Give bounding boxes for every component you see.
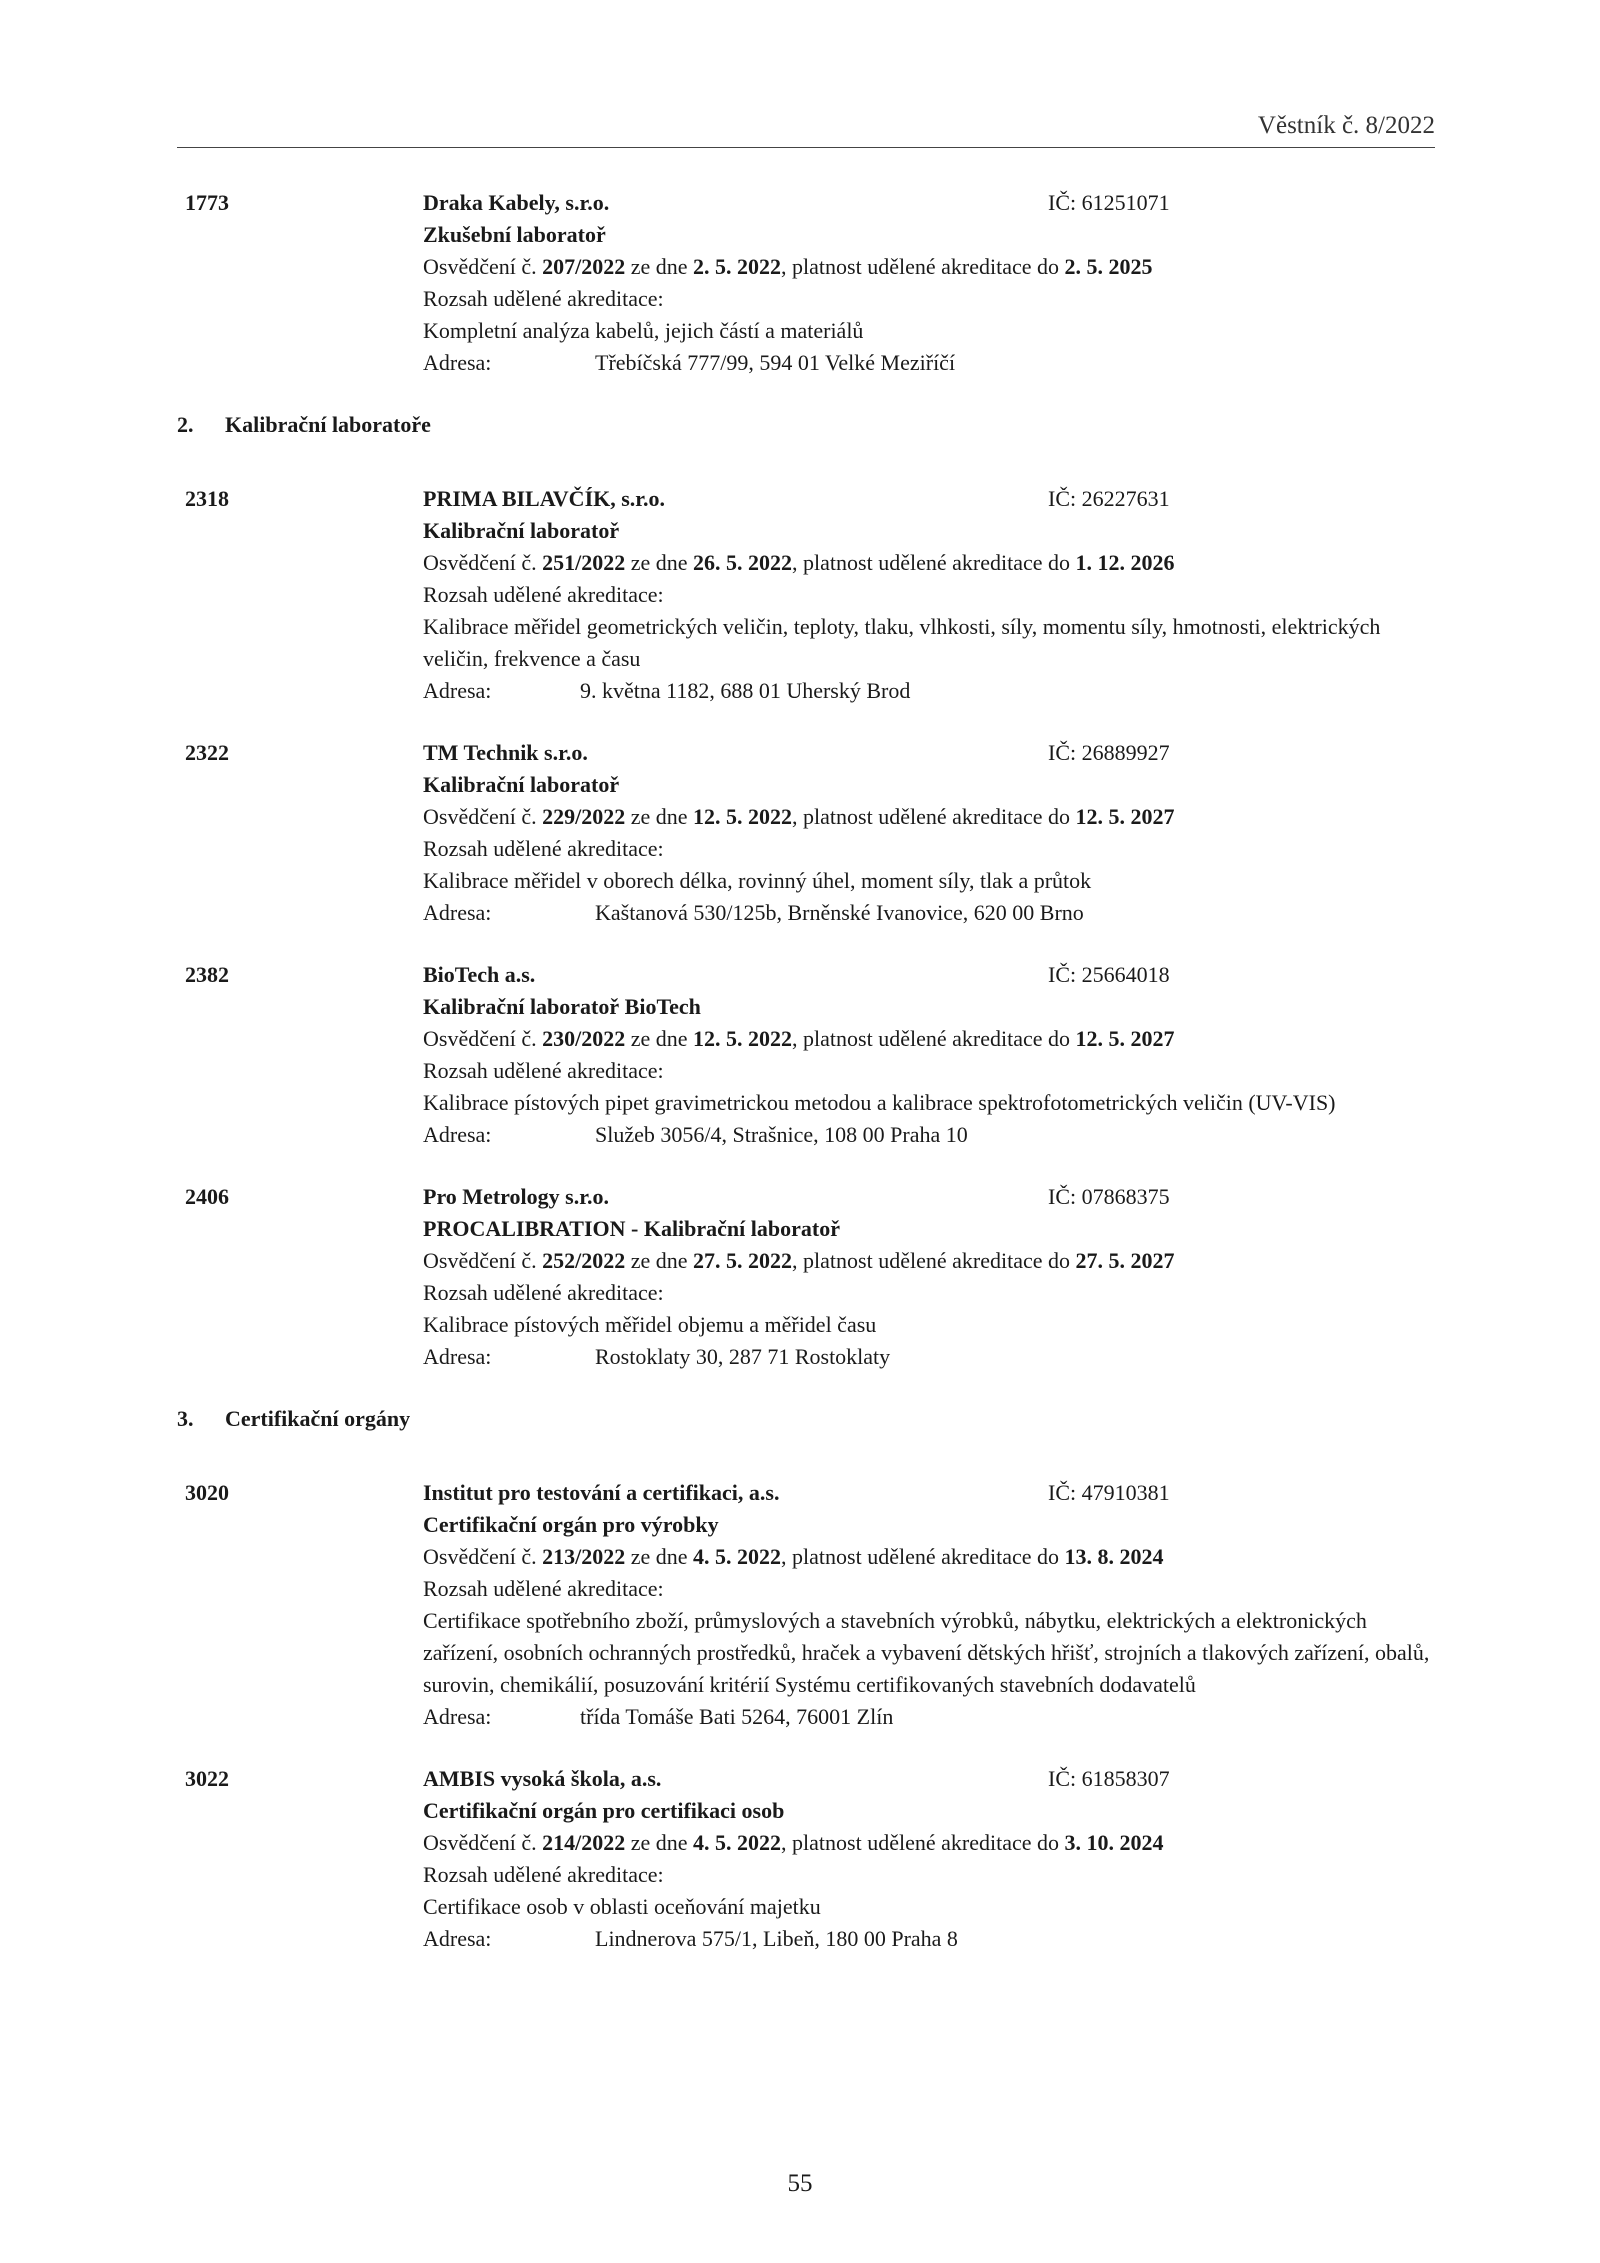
scope-text: Kalibrace pístových měřidel objemu a měřidel času [423,1312,877,1337]
entry [177,483,1435,707]
section-number: 2. [177,412,194,437]
entry-header-row [423,187,1435,219]
certificate-line: Osvědčení č. 252/2022 ze dne 27. 5. 2022, platnost udělené akreditace do 27. 5. 2027 [423,1248,1175,1273]
certificate-line: Osvědčení č. 251/2022 ze dne 26. 5. 2022, platnost udělené akreditace do 1. 12. 2026 [423,550,1175,575]
entry-number: 2322 [185,740,229,765]
section-heading [177,1403,1435,1435]
entry-header-row [423,1181,1435,1213]
entry-body [423,187,1435,379]
entry-number: 3022 [185,1766,229,1791]
lab-type: Kalibrační laboratoř BioTech [423,994,701,1019]
company-ic: IČ: 26227631 [1048,486,1170,511]
entry-number: 3020 [185,1480,229,1505]
certificate-date: 26. 5. 2022 [693,550,793,575]
entry [177,1477,1435,1733]
certificate-number: 214/2022 [542,1830,626,1855]
entry-header-row [423,483,1435,515]
address-label: Adresa: [423,350,492,375]
scope-label: Rozsah udělené akreditace: [423,582,664,607]
entry-body [423,1181,1435,1373]
scope-label: Rozsah udělené akreditace: [423,1862,664,1887]
scope-text: Certifikace spotřebního zboží, průmyslových a stavebních výrobků, nábytku, elektrických a elektronických zařízení, osobních ochranných prostředků, hraček a vybavení dětských hřišť, strojních a tlakových zařízení, obalů, surovin, chemikálií, posuzování kritérií Systému certifikovaných stavebních dodavatelů [423,1608,1430,1697]
certificate-number: 207/2022 [542,254,626,279]
address-value: Třebíčská 777/99, 594 01 Velké Meziříčí [595,350,956,375]
certificate-number: 251/2022 [542,550,626,575]
entry-header-row [423,959,1435,991]
address-label: Adresa: [423,900,492,925]
lab-type: Certifikační orgán pro certifikaci osob [423,1798,785,1823]
entry-body [423,959,1435,1151]
scope-text: Kalibrace měřidel v oborech délka, rovinný úhel, moment síly, tlak a průtok [423,868,1092,893]
address-row [423,1701,1435,1733]
certificate-line: Osvědčení č. 214/2022 ze dne 4. 5. 2022, platnost udělené akreditace do 3. 10. 2024 [423,1830,1164,1855]
certificate-number: 252/2022 [542,1248,626,1273]
company-name: PRIMA BILAVČÍK, s.r.o. [423,486,666,511]
scope-text: Certifikace osob v oblasti oceňování majetku [423,1894,821,1919]
address-value: Rostoklaty 30, 287 71 Rostoklaty [595,1344,891,1369]
entry-body [423,737,1435,929]
entry-body [423,1477,1435,1733]
address-label: Adresa: [423,1122,492,1147]
certificate-line: Osvědčení č. 213/2022 ze dne 4. 5. 2022, platnost udělené akreditace do 13. 8. 2024 [423,1544,1164,1569]
address-label: Adresa: [423,678,492,703]
section-number: 3. [177,1406,194,1431]
entry-number: 2382 [185,962,229,987]
certificate-valid-until: 27. 5. 2027 [1075,1248,1175,1273]
address-value: Služeb 3056/4, Strašnice, 108 00 Praha 10 [595,1122,968,1147]
address-value: Kaštanová 530/125b, Brněnské Ivanovice, 620 00 Brno [595,900,1084,925]
section-title: Kalibrační laboratoře [225,412,431,437]
company-name: Institut pro testování a certifikaci, a.s. [423,1480,780,1505]
certificate-date: 12. 5. 2022 [693,1026,793,1051]
certificate-date: 12. 5. 2022 [693,804,793,829]
certificate-number: 229/2022 [542,804,626,829]
section-title: Certifikační orgány [225,1406,411,1431]
page-number: 55 [787,2170,813,2197]
certificate-line: Osvědčení č. 230/2022 ze dne 12. 5. 2022, platnost udělené akreditace do 12. 5. 2027 [423,1026,1175,1051]
certificate-valid-until: 13. 8. 2024 [1064,1544,1164,1569]
scope-label: Rozsah udělené akreditace: [423,286,664,311]
certificate-date: 27. 5. 2022 [693,1248,793,1273]
lab-type: Certifikační orgán pro výrobky [423,1512,719,1537]
address-label: Adresa: [423,1344,492,1369]
company-ic: IČ: 47910381 [1048,1480,1170,1505]
scope-label: Rozsah udělené akreditace: [423,1576,664,1601]
lab-type: Kalibrační laboratoř [423,772,620,797]
entry-body [423,483,1435,707]
certificate-valid-until: 2. 5. 2025 [1064,254,1153,279]
document-body [177,187,1435,1985]
header-title: Věstník č. 8/2022 [1257,112,1435,139]
lab-type: Zkušební laboratoř [423,222,606,247]
entry-body [423,1763,1435,1955]
certificate-valid-until: 1. 12. 2026 [1075,550,1175,575]
company-ic: IČ: 25664018 [1048,962,1170,987]
scope-label: Rozsah udělené akreditace: [423,836,664,861]
certificate-number: 213/2022 [542,1544,626,1569]
company-name: AMBIS vysoká škola, a.s. [423,1766,662,1791]
entry [177,187,1435,379]
lab-type: PROCALIBRATION - Kalibrační laboratoř [423,1216,840,1241]
certificate-number: 230/2022 [542,1026,626,1051]
entry [177,959,1435,1151]
address-value: Lindnerova 575/1, Libeň, 180 00 Praha 8 [595,1926,958,1951]
company-name: Draka Kabely, s.r.o. [423,190,610,215]
entry-header-row [423,1477,1435,1509]
address-value: třída Tomáše Bati 5264, 76001 Zlín [580,1704,894,1729]
certificate-valid-until: 12. 5. 2027 [1075,804,1175,829]
address-row [423,897,1435,929]
header-rule [177,147,1435,148]
scope-label: Rozsah udělené akreditace: [423,1280,664,1305]
company-ic: IČ: 61858307 [1048,1766,1170,1791]
address-row [423,1119,1435,1151]
company-name: Pro Metrology s.r.o. [423,1184,609,1209]
scope-text: Kalibrace měřidel geometrických veličin, teploty, tlaku, vlhkosti, síly, momentu síly, hmotnosti, elektrických veličin, frekvence a času [423,614,1381,671]
address-row [423,675,1435,707]
address-label: Adresa: [423,1926,492,1951]
scope-label: Rozsah udělené akreditace: [423,1058,664,1083]
certificate-date: 4. 5. 2022 [693,1830,782,1855]
entry-number: 2318 [185,486,229,511]
certificate-valid-until: 12. 5. 2027 [1075,1026,1175,1051]
address-row [423,1923,1435,1955]
company-ic: IČ: 61251071 [1048,190,1170,215]
certificate-line: Osvědčení č. 229/2022 ze dne 12. 5. 2022, platnost udělené akreditace do 12. 5. 2027 [423,804,1175,829]
address-label: Adresa: [423,1704,492,1729]
entry [177,737,1435,929]
certificate-date: 2. 5. 2022 [693,254,782,279]
section-heading [177,409,1435,441]
address-value: 9. května 1182, 688 01 Uherský Brod [580,678,911,703]
address-row [423,1341,1435,1373]
certificate-line: Osvědčení č. 207/2022 ze dne 2. 5. 2022, platnost udělené akreditace do 2. 5. 2025 [423,254,1153,279]
entry [177,1181,1435,1373]
entry-number: 1773 [185,190,229,215]
lab-type: Kalibrační laboratoř [423,518,620,543]
company-name: BioTech a.s. [423,962,536,987]
company-ic: IČ: 07868375 [1048,1184,1170,1209]
scope-text: Kalibrace pístových pipet gravimetrickou metodou a kalibrace spektrofotometrických veličin (UV-VIS) [423,1090,1336,1115]
certificate-valid-until: 3. 10. 2024 [1064,1830,1164,1855]
certificate-date: 4. 5. 2022 [693,1544,782,1569]
entry-header-row [423,1763,1435,1795]
company-ic: IČ: 26889927 [1048,740,1170,765]
entry [177,1763,1435,1955]
entry-header-row [423,737,1435,769]
entry-number: 2406 [185,1184,229,1209]
company-name: TM Technik s.r.o. [423,740,588,765]
address-row [423,347,1435,379]
scope-text: Kompletní analýza kabelů, jejich částí a materiálů [423,318,864,343]
